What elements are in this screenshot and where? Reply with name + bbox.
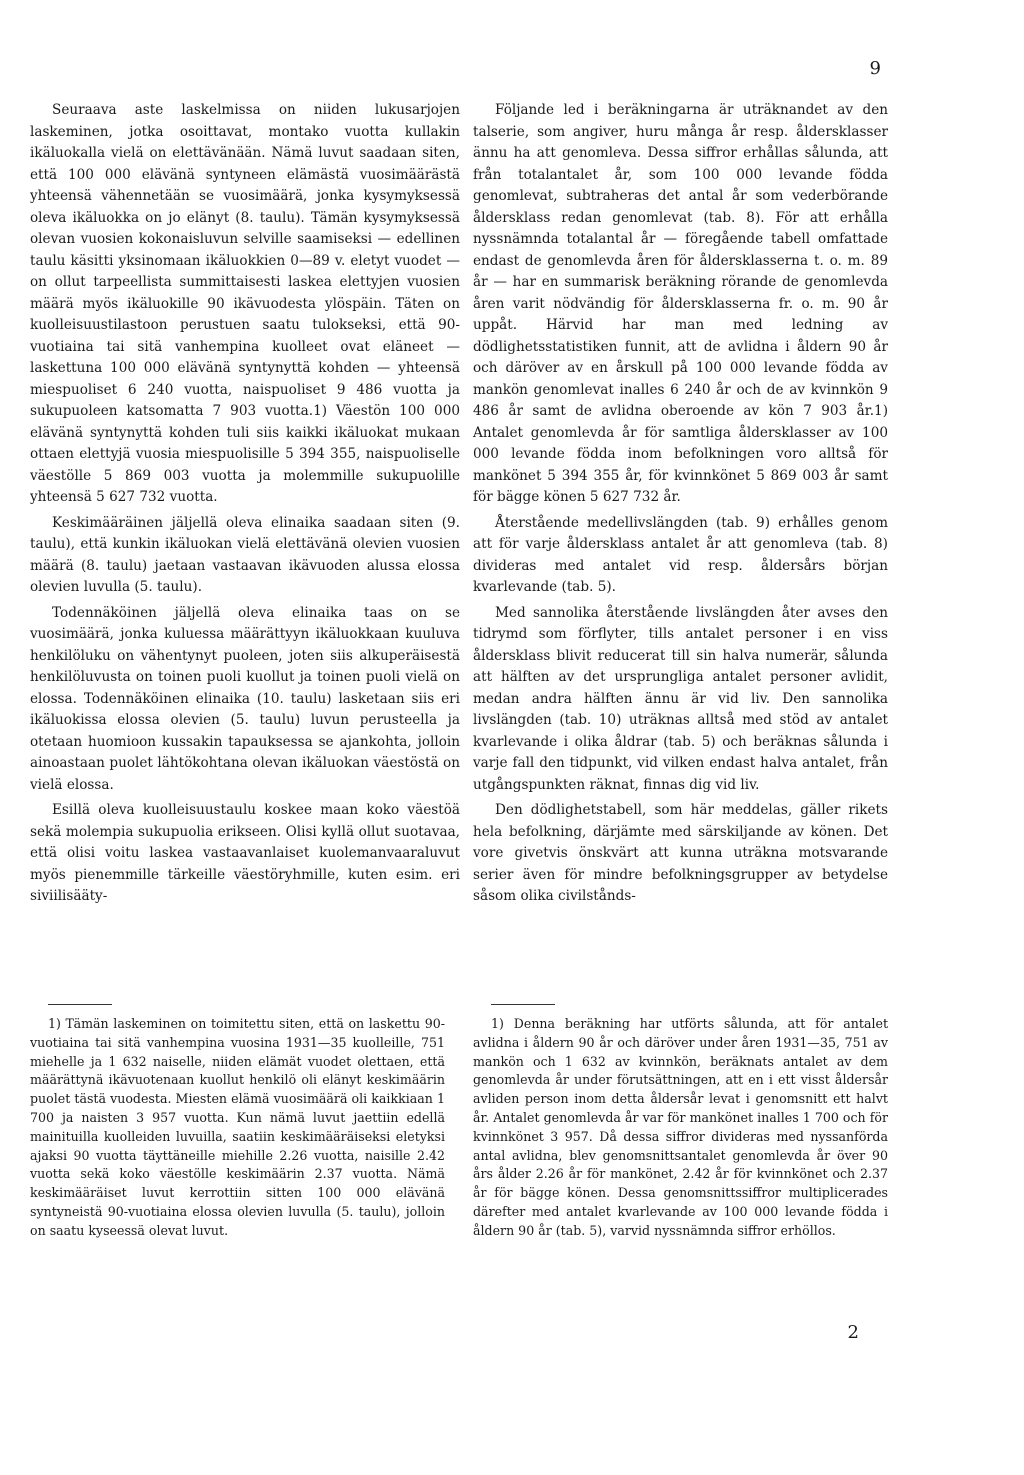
- fi-paragraph-3: Todennäköinen jäljellä oleva elinaika taas on se vuosimäärä, jonka kuluessa määrättyyn ikäluokkaan kuuluva henkilöluku on vähentynyt puoleen, joten siis alkuperäisestä henkilöluvusta on toinen puoli kuollut ja toinen puoli vielä on elossa. Todennäköinen elinaika (10. taulu) lasketaan siis eri ikäluokissa elossa olevien (5. taulu) luvun perusteella ja otetaan huomioon kussakin tapauksessa se ajankohta, jolloin ainoastaan puolet lähtökohtana olevan ikäluokan väestöstä on vielä elossa.: [30, 604, 460, 793]
- page-number: 9: [869, 58, 881, 79]
- sv-paragraph-2: Återstående medellivslängden (tab. 9) erhålles genom att för varje åldersklass antalet år att genomleva (tab. 8) divideras med antalet vid resp. åldersårs början kvarlevande (tab. 5).: [473, 514, 888, 595]
- swedish-column: [473, 100, 888, 912]
- fi-footnote-text: 1) Tämän laskeminen on toimitettu siten, että on laskettu 90-vuotiaina tai sitä vanhempina vuosina 1931—35 kuolleille, 751 miehelle ja 1 632 naiselle, niiden elämät vuodet olettaen, että määrättynä ikävuotenaan kuollut henkilö oli elänyt keskimäärin puolet tästä vuodesta. Miesten elämä vuosimäärä oli kaikkiaan 1 700 ja naisten 3 957 vuotta. Kun nämä luvut jaettiin edellä mainituilla kuolleiden luvuilla, saatiin keskimääräiseksi eletyksi ajaksi 90 vuotta täyttäneille miehille 2.26 vuotta, naisille 2.42 vuotta sekä koko väestölle keskimäärin 2.37 vuotta. Nämä keskimääräiset luvut kerrottiin sitten 100 000 elävänä syntyneistä 90-vuotiaina elossa olevien luvulla (5. taulu), jolloin on saatu kyseessä olevat luvut.: [30, 1016, 445, 1238]
- footnote-rule: [48, 1004, 112, 1005]
- printer-signature-mark: 2: [847, 1322, 859, 1343]
- fi-paragraph-4: Esillä oleva kuolleisuustaulu koskee maan koko väestöä sekä molempia sukupuolia erikseen. Olisi kyllä ollut suotavaa, että olisi voitu laskea vastaavanlaiset kuolemanvaaraluvut myös pienemmille tärkeille väestöryhmille, kuten esim. eri siviilisääty-: [30, 802, 460, 904]
- sv-paragraph-3: Med sannolika återstående livslängden åter avses den tidrymd som förflyter, tills antalet personer i en viss åldersklass blivit reducerat till sin halva numerär, sålunda att hälften av det ursprungliga antalet personer avlidit, medan andra hälften ännu är vid liv. Den sannolika livslängden (tab. 10) uträknas alltså med stöd av antalet kvarlevande i olika åldrar (tab. 5) och beräknas sålunda i varje fall den tidpunkt, vid vilken endast halva antalet, från utgångspunkten räknat, finnas dig vid liv.: [473, 604, 888, 793]
- sv-footnote-text: 1) Denna beräkning har utförts sålunda, att för antalet avlidna i åldern 90 år och däröver under åren 1931—35, 751 av mankön och 1 632 av kvinnkön, beräknats antalet av dem genomlevda år under förutsättningen, att en i ett visst åldersår avliden person inom detta åldersår levat i genomsnitt ett halvt år. Antalet genomlevda år var för mankönet inalles 1 700 och för kvinnkönet 3 957. Då dessa siffror divideras med nyssanförda antal avlidna, blev genomsnittsantalet genomlevda år över 90 års ålder 2.26 år för mankönet, 2.42 år för kvinnkönet och 2.37 år för bägge könen. Dessa genomsnittssiffror multiplicerades därefter med antalet kvarlevande av 100 000 levande födda i åldern 90 år (tab. 5), varvid nyssnämnda siffror erhöllos.: [473, 1016, 888, 1238]
- finnish-footnote: [30, 1004, 445, 1241]
- fi-paragraph-1: Seuraava aste laskelmissa on niiden lukusarjojen laskeminen, jotka osoittavat, montako vuotta kullakin ikäluokalla vielä on elettävänään. Nämä luvut saadaan siten, että 100 000 elävänä syntyneen elämästä vuosimäärästä yhteensä vähennetään se vuosimäärä, jonka kysymyksessä oleva ikäluokka on jo elänyt (8. taulu). Tämän kysymyksessä olevan vuosien kokonaisluvun selville saamiseksi — edellinen taulu käsitti yksinomaan ikäluokkien 0—89 v. eletyt vuodet — on ollut tarpeellista summittaisesti laskea elettyjen vuosien määrä myös ikäluokille 90 ikävuodesta ylöspäin. Täten on kuolleisuustilastoon perustuen saatu tulokseksi, että 90-vuotiaina tai sitä vanhempina kuolleet ovat eläneet — laskettuna 100 000 elävänä syntynyttä kohden — yhteensä miespuoliset 6 240 vuotta, naispuoliset 9 486 vuotta ja sukupuoleen katsomatta 7 903 vuotta.1) Väestön 100 000 elävänä syntynyttä kohden tuli siis kaikki ikäluokat mukaan ottaen elettyjä vuosia miespuolisille 5 394 355, naispuoliselle väestölle 5 869 003 vuotta ja molemmille sukupuolille yhteensä 5 627 732 vuotta.: [30, 102, 460, 505]
- fi-paragraph-2: Keskimääräinen jäljellä oleva elinaika saadaan siten (9. taulu), että kunkin ikäluokan vielä elettävänä olevien vuosien määrä (8. taulu) jaetaan vastaavan ikävuoden alussa elossa olevien luvulla (5. taulu).: [30, 514, 460, 595]
- sv-paragraph-4: Den dödlighetstabell, som här meddelas, gäller rikets hela befolkning, därjämte med särskiljande av könen. Det vore givetvis önskvärt att kunna uträkna motsvarande serier även för mindre befolkningsgrupper av betydelse såsom olika civilstånds-: [473, 802, 888, 904]
- finnish-column: [30, 100, 460, 912]
- footnote-rule: [491, 1004, 555, 1005]
- swedish-footnote: [473, 1004, 888, 1241]
- sv-paragraph-1: Följande led i beräkningarna är uträknandet av den talserie, som angiver, huru många år resp. åldersklasser ännu ha att genomleva. Dessa siffror erhållas sålunda, att från totalantalet år, som 100 000 levande födda genomlevat, subtraheras det antal år som vederbörande åldersklass redan genomlevat (tab. 8). För att erhålla nyssnämnda totalantal år — föregående tabell omfattade endast de genomlevda åren för åldersklasserna t. o. m. 89 år — har en summarisk beräkning rörande de genomlevda åren varit nödvändig för åldersklasserna fr. o. m. 90 år uppåt. Härvid har man med ledning av dödlighetsstatistiken funnit, att de avlidna i åldern 90 år och däröver av en årskull på 100 000 levande födda av mankön genomlevat inalles 6 240 år och de av kvinnkön 9 486 år samt de avlidna oberoende av kön 7 903 år.1) Antalet genomlevda år för samtliga åldersklasser av 100 000 levande födda inom befolkningen voro alltså för mankönet 5 394 355 år, för kvinnkönet 5 869 003 år samt för bägge könen 5 627 732 år.: [473, 102, 888, 505]
